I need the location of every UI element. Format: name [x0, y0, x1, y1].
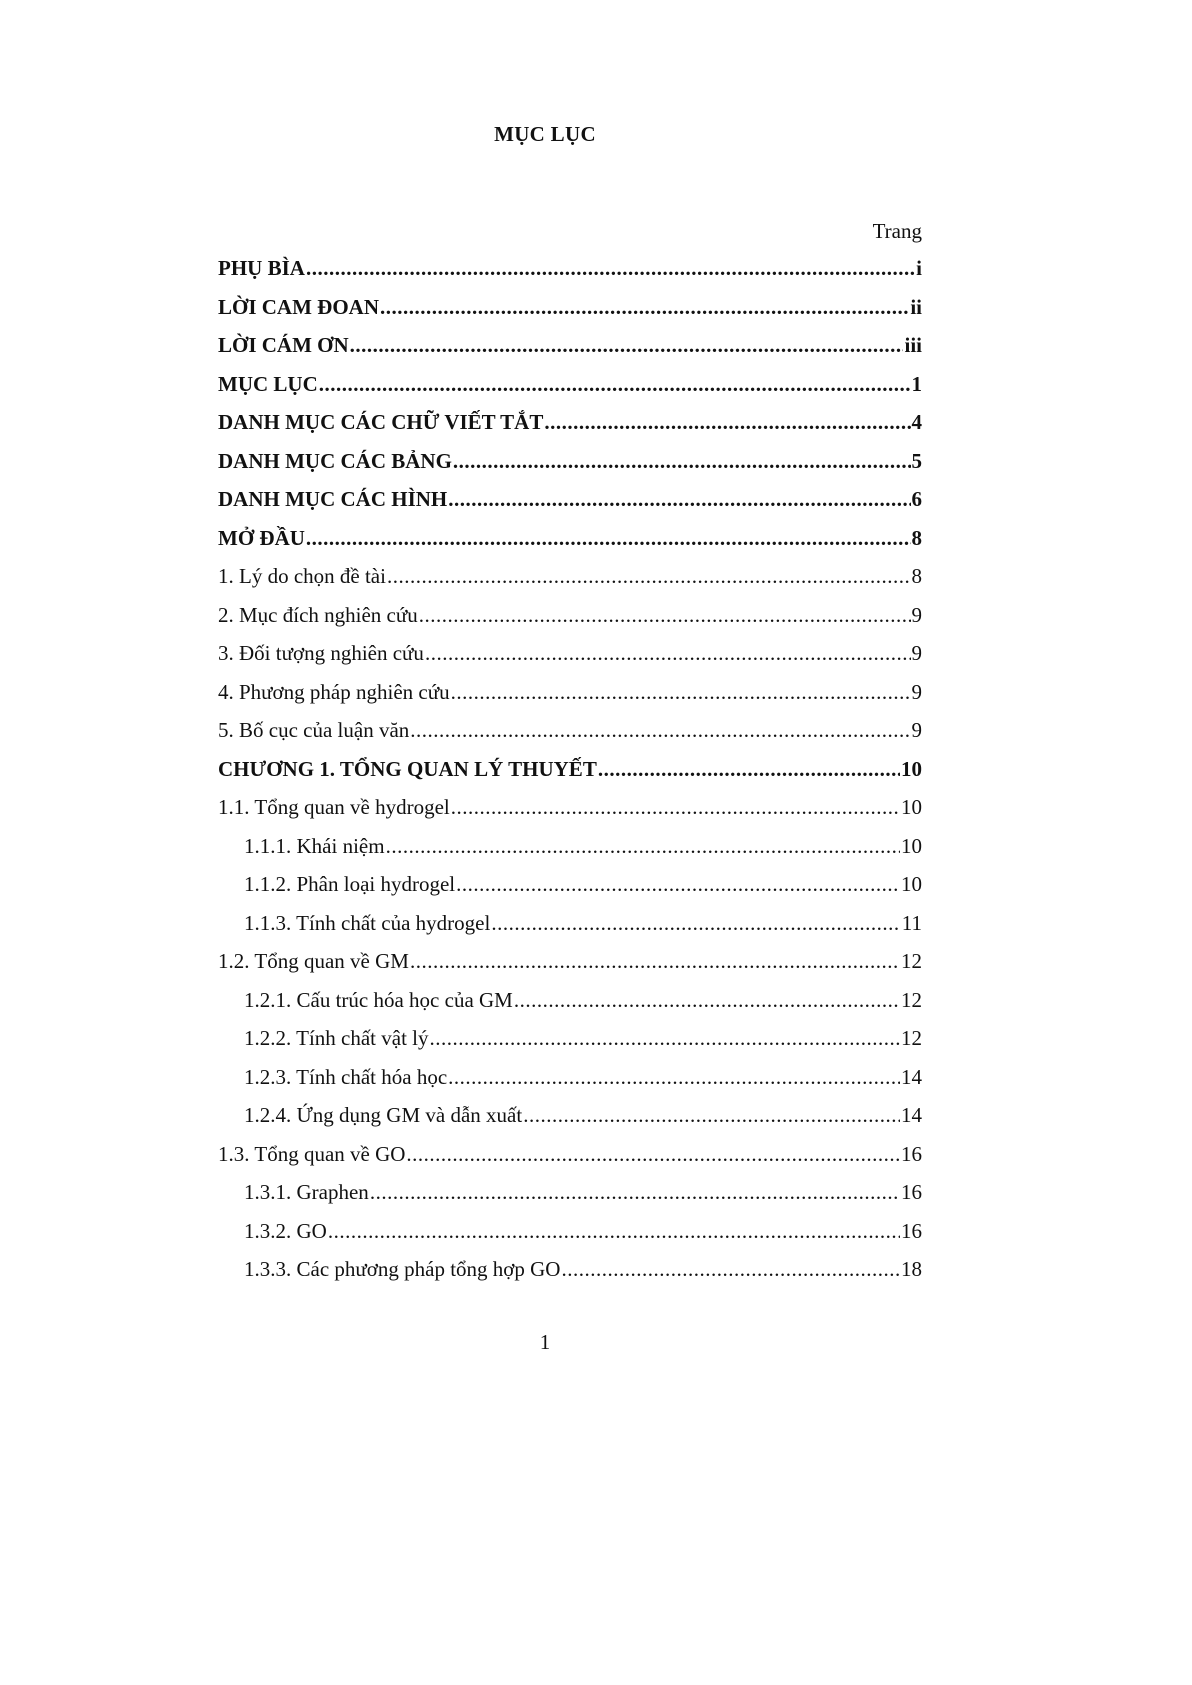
toc-entry-label: 4. Phương pháp nghiên cứu: [218, 679, 450, 704]
toc-entry[interactable]: [218, 988, 922, 1027]
toc-entry[interactable]: [218, 911, 922, 950]
toc-entry-page: i: [916, 256, 922, 280]
toc-entry-label: MỤC LỤC: [218, 371, 318, 396]
toc-dot-leader: [350, 333, 904, 358]
toc-entry-page: 10: [901, 833, 922, 858]
toc-entry-label: DANH MỤC CÁC BẢNG: [218, 448, 452, 473]
toc-entry[interactable]: [218, 872, 922, 911]
toc-entry-label: CHƯƠNG 1. TỔNG QUAN LÝ THUYẾT: [218, 756, 597, 781]
toc-entry-page: 18: [901, 1257, 922, 1281]
toc-entry-page: 9: [911, 602, 922, 627]
toc-entry-label: 2. Mục đích nghiên cứu: [218, 602, 418, 627]
toc-entry-page: ii: [910, 294, 922, 319]
toc-entry-label: 1.3.3. Các phương pháp tổng hợp GO: [244, 1257, 561, 1281]
toc-entry[interactable]: [218, 949, 922, 988]
toc-entry[interactable]: [218, 718, 922, 757]
toc-entry[interactable]: [218, 410, 922, 449]
toc-dot-leader: [380, 295, 909, 320]
toc-dot-leader: [451, 795, 900, 820]
toc-entry-page: 16: [901, 1218, 922, 1243]
toc-dot-leader: [387, 564, 911, 589]
toc-entry-page: 10: [901, 756, 922, 781]
toc-entry-label: 1.2. Tổng quan về GM: [218, 949, 409, 973]
table-of-contents: [218, 256, 922, 1296]
toc-entry-label: 1.1.2. Phân loại hydrogel: [244, 872, 456, 896]
toc-entry-page: 9: [911, 718, 922, 742]
toc-entry-label: LỜI CAM ĐOAN: [218, 294, 379, 319]
toc-entry-page: 14: [901, 1064, 922, 1089]
toc-dot-leader: [319, 372, 911, 397]
toc-entry-page: 9: [911, 641, 922, 665]
toc-entry-page: 12: [901, 1026, 922, 1050]
toc-dot-leader: [448, 1065, 900, 1090]
toc-entry[interactable]: [218, 641, 922, 680]
toc-entry[interactable]: [218, 757, 922, 796]
toc-dot-leader: [386, 834, 900, 859]
toc-entry[interactable]: [218, 603, 922, 642]
toc-entry[interactable]: [218, 1142, 922, 1181]
toc-dot-leader: [456, 872, 900, 897]
toc-entry[interactable]: [218, 680, 922, 719]
toc-entry[interactable]: [218, 1219, 922, 1258]
toc-dot-leader: [561, 1257, 900, 1282]
toc-entry-page: 8: [911, 525, 922, 550]
toc-entry-page: 9: [911, 679, 922, 704]
toc-entry[interactable]: [218, 449, 922, 488]
toc-entry-label: 5. Bố cục của luận văn: [218, 718, 410, 742]
toc-entry-page: 12: [901, 949, 922, 973]
toc-entry-label: 1.1.3. Tính chất của hydrogel: [244, 910, 491, 935]
toc-entry-page: 10: [901, 872, 922, 896]
toc-entry-label: 1.3.2. GO: [244, 1218, 327, 1243]
toc-entry-label: 3. Đối tượng nghiên cứu: [218, 641, 424, 665]
toc-entry[interactable]: [218, 256, 922, 295]
page-title: MỤC LỤC: [494, 122, 596, 146]
toc-entry[interactable]: [218, 1065, 922, 1104]
toc-entry-label: 1.2.3. Tính chất hóa học: [244, 1064, 448, 1089]
toc-dot-leader: [370, 1180, 900, 1205]
toc-entry-page: 11: [901, 910, 922, 935]
toc-dot-leader: [598, 757, 900, 782]
toc-entry-label: LỜI CÁM ƠN: [218, 333, 349, 357]
toc-entry-label: 1.3. Tổng quan về GO: [218, 1141, 406, 1166]
toc-dot-leader: [306, 256, 915, 281]
toc-entry[interactable]: [218, 372, 922, 411]
toc-dot-leader: [425, 641, 911, 666]
toc-entry-label: DANH MỤC CÁC HÌNH: [218, 487, 448, 511]
toc-entry-page: 10: [901, 795, 922, 819]
toc-entry[interactable]: [218, 1026, 922, 1065]
toc-dot-leader: [514, 988, 900, 1013]
toc-entry-page: 16: [901, 1141, 922, 1166]
toc-entry[interactable]: [218, 526, 922, 565]
toc-dot-leader: [448, 487, 910, 512]
toc-entry[interactable]: [218, 1257, 922, 1296]
toc-dot-leader: [419, 603, 911, 628]
toc-entry-label: MỞ ĐẦU: [218, 525, 305, 550]
toc-dot-leader: [306, 526, 911, 551]
toc-entry-page: 5: [911, 448, 922, 473]
toc-dot-leader: [453, 449, 911, 474]
toc-entry-page: 14: [901, 1103, 922, 1127]
page-column-label: Trang: [872, 219, 922, 243]
toc-entry[interactable]: [218, 1103, 922, 1142]
toc-entry-label: 1.1.1. Khái niệm: [244, 833, 385, 858]
toc-entry-label: 1.2.2. Tính chất vật lý: [244, 1026, 429, 1050]
toc-entry-label: 1.3.1. Graphen: [244, 1180, 369, 1204]
toc-entry-label: PHỤ BÌA: [218, 256, 305, 280]
toc-entry-page: 16: [901, 1180, 922, 1204]
toc-dot-leader: [328, 1219, 900, 1244]
toc-entry-label: 1.2.4. Ứng dụng GM và dẫn xuất: [244, 1103, 523, 1127]
toc-entry-label: 1.1. Tổng quan về hydrogel: [218, 795, 450, 819]
toc-dot-leader: [430, 1026, 901, 1051]
toc-dot-leader: [451, 680, 911, 705]
toc-entry[interactable]: [218, 295, 922, 334]
toc-entry-page: iii: [904, 333, 922, 357]
toc-entry-page: 8: [911, 564, 922, 588]
toc-dot-leader: [544, 410, 910, 435]
toc-entry-page: 4: [911, 410, 922, 434]
toc-entry-label: 1. Lý do chọn đề tài: [218, 564, 386, 588]
toc-dot-leader: [410, 718, 910, 743]
toc-entry-label: 1.2.1. Cấu trúc hóa học của GM: [244, 987, 513, 1012]
toc-entry-page: 1: [911, 371, 922, 396]
toc-entry-label: DANH MỤC CÁC CHỮ VIẾT TẮT: [218, 410, 544, 434]
toc-dot-leader: [406, 1142, 900, 1167]
toc-dot-leader: [491, 911, 900, 936]
toc-entry[interactable]: [218, 333, 922, 372]
toc-entry-page: 12: [901, 987, 922, 1012]
toc-entry-page: 6: [911, 487, 922, 511]
toc-dot-leader: [410, 949, 900, 974]
toc-entry[interactable]: [218, 487, 922, 526]
toc-entry[interactable]: [218, 1180, 922, 1219]
footer-page-number: 1: [539, 1330, 551, 1354]
toc-entry[interactable]: [218, 834, 922, 873]
toc-dot-leader: [523, 1103, 900, 1128]
toc-entry[interactable]: [218, 564, 922, 603]
toc-entry[interactable]: [218, 795, 922, 834]
